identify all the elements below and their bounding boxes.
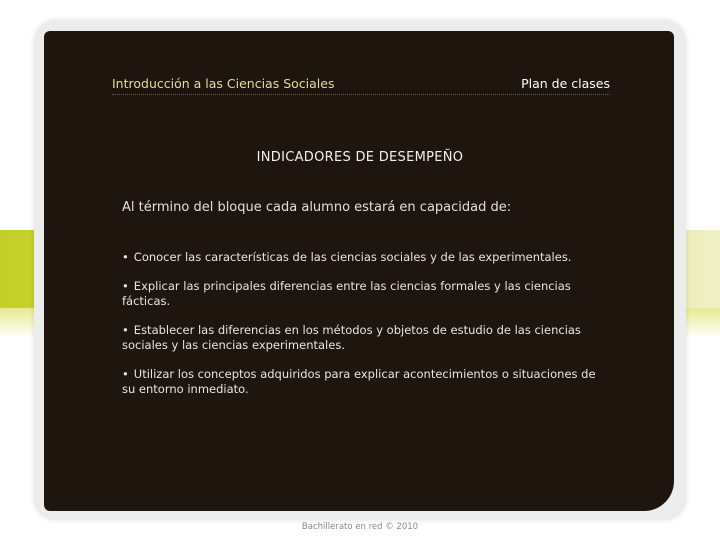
list-item (122, 279, 612, 309)
list-item (122, 323, 612, 353)
header-divider (112, 94, 610, 95)
section-title: INDICADORES DE DESEMPEÑO (256, 150, 464, 165)
bullet-icon: • (122, 250, 129, 264)
list-item (122, 250, 612, 265)
list-item-text: Establecer las diferencias en los métodos y objetos de estudio de las ciencias sociales y las ciencias experimentales. (122, 323, 581, 352)
list-item (122, 367, 612, 397)
section-label: Plan de clases (521, 76, 610, 91)
intro-text: Al término del bloque cada alumno estará en capacidad de: (122, 200, 512, 215)
course-title: Introducción a las Ciencias Sociales (112, 76, 335, 91)
bullet-icon: • (122, 367, 129, 381)
list-item-text: Conocer las características de las ciencias sociales y de las experimentales. (133, 250, 572, 264)
indicator-list (122, 250, 612, 411)
bullet-icon: • (122, 323, 129, 337)
footer-credit: Bachillerato en red © 2010 (301, 522, 419, 532)
list-item-text: Explicar las principales diferencias entre las ciencias formales y las ciencias fácticas. (122, 279, 571, 308)
list-item-text: Utilizar los conceptos adquiridos para explicar acontecimientos o situaciones de su entorno inmediato. (122, 367, 596, 396)
bullet-icon: • (122, 279, 129, 293)
